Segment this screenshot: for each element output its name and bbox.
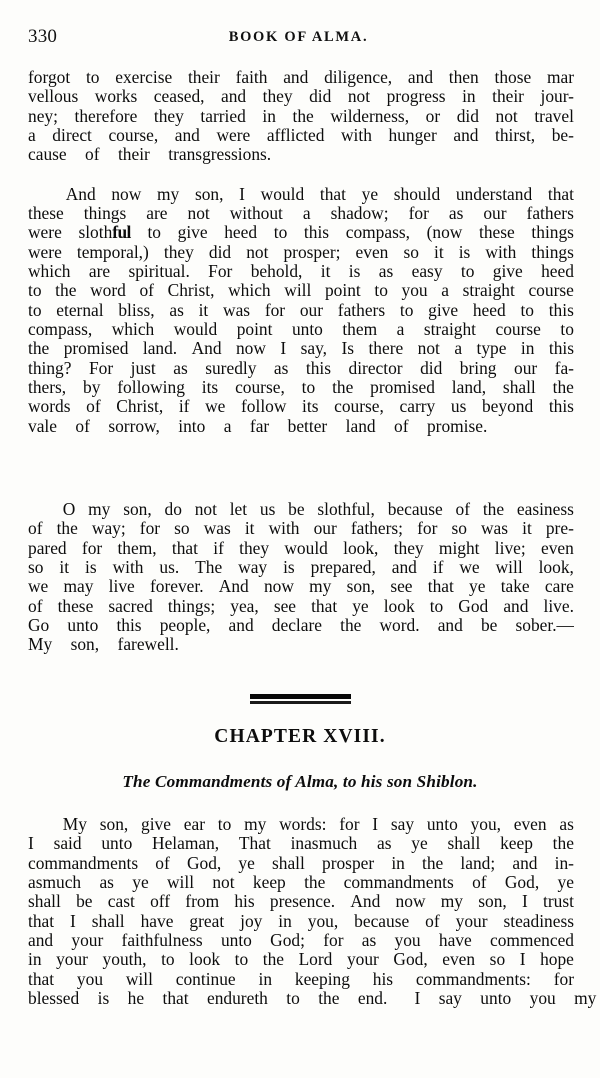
- text-line: that I shall have great joy in you, because of your steadiness: [28, 910, 574, 931]
- text-line: and your faithfulness unto God; for as you have commenced: [28, 930, 574, 951]
- text-line: were slothful to give heed to this compass, (now these things: [28, 222, 574, 243]
- text-line: Go unto this people, and declare the word. and be sober.—: [28, 615, 574, 636]
- text-line: to eternal bliss, as it was for our fathers to give heed to this: [28, 299, 574, 320]
- chapter-heading: CHAPTER XVIII.: [214, 726, 386, 747]
- page-folio-number: 330: [28, 26, 58, 47]
- text-line: of these sacred things; yea, see that ye look to God and live.: [28, 595, 574, 616]
- text-line: commandments of God, ye shall prosper in the land; and in-: [28, 852, 574, 873]
- text-line: the promised land. And now I say, Is there not a type in this: [28, 338, 574, 359]
- text-line: to the word of Christ, which will point to you a straight course: [28, 280, 574, 301]
- text-line: My son, give ear to my words: for I say unto you, even as: [28, 815, 574, 834]
- text-line: so it is with us. The way is prepared, and if we will look,: [28, 557, 574, 578]
- text-line: cause of their transgressions.: [28, 144, 272, 165]
- text-line: words of Christ, if we follow its course, carry us beyond this: [28, 396, 574, 417]
- text-line: My son, farewell.: [28, 634, 179, 655]
- paragraph-block-3: [28, 500, 574, 655]
- text-line: we may live forever. And now my son, see that ye take care: [28, 576, 574, 597]
- paragraph-block-2: [28, 185, 574, 436]
- chapter-subtitle: The Commandments of Alma, to his son Shiblon.: [122, 772, 478, 791]
- text-line: in your youth, to look to the Lord your God, even so I hope: [28, 949, 574, 970]
- paragraph-indent: [28, 500, 50, 519]
- text-line: O my son, do not let us be slothful, because of the easiness: [28, 500, 574, 519]
- text-line: shall be cast off from his presence. And now my son, I trust: [28, 891, 574, 912]
- divider-rule-icon: [250, 694, 351, 701]
- text-line: vale of sorrow, into a far better land of promise.: [28, 415, 488, 436]
- paragraph-block-1: [28, 68, 574, 165]
- text-line: which are spiritual. For behold, it is as easy to give heed: [28, 261, 574, 282]
- text-line: blessed is he that endureth to the end. I say unto you my: [28, 988, 597, 1009]
- running-head: [28, 26, 573, 48]
- running-title: BOOK OF ALMA.: [228, 29, 369, 45]
- text-line: a direct course, and were afflicted with hunger and thirst, be-: [28, 125, 574, 146]
- text-line: thing? For just as suredly as this director did bring our fa-: [28, 357, 574, 378]
- text-line: these things are not without a shadow; for as our fathers: [28, 203, 574, 224]
- text-line: that you will continue in keeping his commandments: for: [28, 968, 574, 989]
- text-line: compass, which would point unto them a straight course to: [28, 319, 574, 340]
- text-line: And now my son, I would that ye should understand that: [28, 185, 574, 204]
- text-line: asmuch as ye will not keep the commandments of God, ye: [28, 872, 574, 893]
- section-divider: [0, 688, 600, 706]
- text-line: ney; therefore they tarried in the wilderness, or did not travel: [28, 105, 574, 126]
- text-line: pared for them, that if they would look, they might live; even: [28, 537, 574, 558]
- text-line: were temporal,) they did not prosper; even so it is with things: [28, 241, 574, 262]
- text-line: vellous works ceased, and they did not progress in their jour-: [28, 86, 574, 107]
- paragraph-indent: [28, 815, 50, 834]
- text-line: of the way; for so was it with our fathers; for so was it pre-: [28, 518, 574, 539]
- text-line: forgot to exercise their faith and diligence, and then those mar: [28, 67, 574, 87]
- paragraph-indent: [28, 185, 50, 204]
- text-line: I said unto Helaman, That inasmuch as ye shall keep the: [28, 833, 574, 854]
- text-line: thers, by following its course, to the promised land, shall the: [28, 377, 574, 398]
- paragraph-block-4: [28, 814, 597, 1009]
